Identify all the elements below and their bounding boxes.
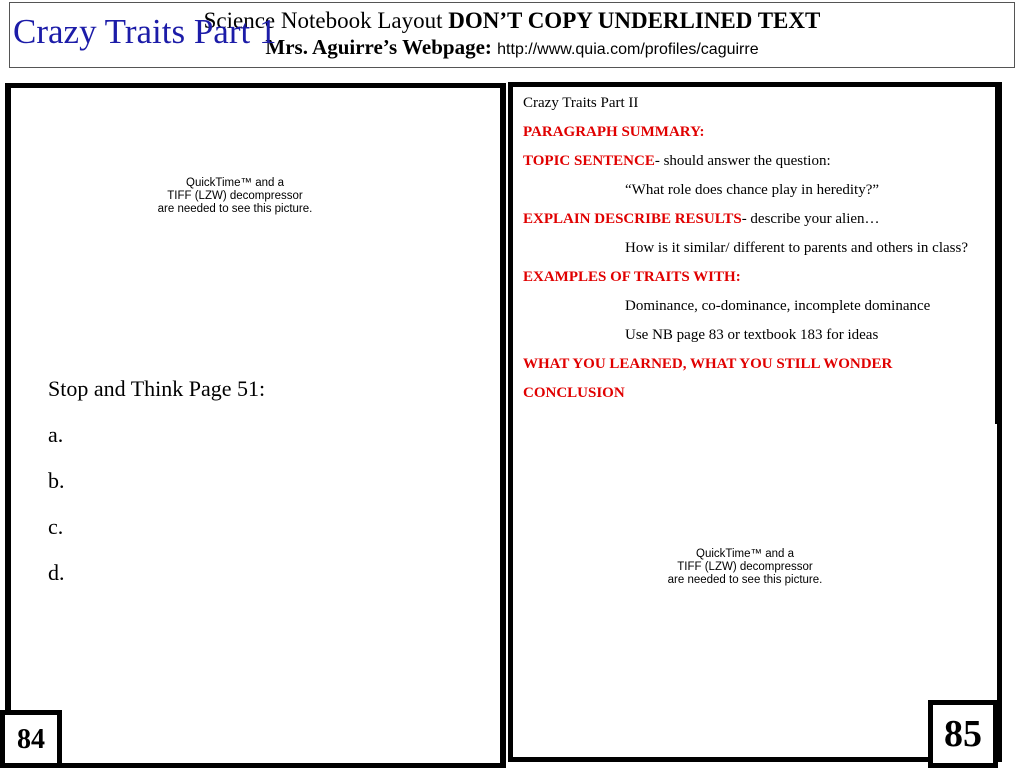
quicktime-line: TIFF (LZW) decompressor (167, 190, 303, 202)
examples-detail-2: Use NB page 83 or textbook 183 for ideas (625, 327, 879, 343)
stop-and-think (48, 366, 265, 596)
conclusion-heading: CONCLUSION (523, 385, 625, 401)
explain-text: - describe your alien… (741, 211, 880, 227)
right-page-content (523, 94, 983, 413)
quicktime-line: are needed to see this picture. (667, 574, 823, 586)
answer-b: b. (48, 468, 65, 493)
webpage-link[interactable]: http://www.quia.com/profiles/caguirre (497, 41, 759, 58)
header-title-prefix: Science Notebook Layout (203, 8, 449, 33)
answer-c: c. (48, 514, 64, 539)
topic-sentence (523, 152, 983, 171)
quicktime-line: TIFF (LZW) decompressor (677, 561, 813, 573)
topic-question: “What role does chance play in heredity?” (625, 182, 880, 198)
topic-sentence-text: - should answer the question: (654, 153, 831, 169)
quicktime-line: QuickTime™ and a (186, 177, 284, 189)
left-page-title: Crazy Traits Part 1 (13, 12, 277, 51)
page-number-right: 85 (928, 700, 998, 768)
answer-d: d. (48, 560, 65, 585)
right-page-title: Crazy Traits Part II (523, 95, 639, 111)
paragraph-summary-heading: PARAGRAPH SUMMARY: (523, 124, 705, 140)
examples-detail-1: Dominance, co-dominance, incomplete dominance (625, 298, 931, 314)
answer-a: a. (48, 422, 64, 447)
stop-think-heading: Stop and Think Page 51: (48, 376, 266, 401)
header-title-bold: DON’T COPY UNDERLINED TEXT (448, 8, 821, 33)
topic-sentence-label: TOPIC SENTENCE (523, 153, 655, 169)
webpage-label: Mrs. Aguirre’s Webpage: (265, 35, 492, 59)
right-page-edge (1000, 424, 1016, 698)
examples-heading: EXAMPLES OF TRAITS WITH: (523, 269, 741, 285)
quicktime-placeholder-left (120, 177, 350, 216)
explain-detail: How is it similar/ different to parents and others in class? (625, 240, 968, 256)
quicktime-line: are needed to see this picture. (157, 203, 313, 215)
page-number-left: 84 (0, 710, 62, 768)
learned-heading: WHAT YOU LEARNED, WHAT YOU STILL WONDER (523, 356, 893, 372)
quicktime-line: QuickTime™ and a (696, 548, 794, 560)
explain-results (523, 210, 983, 229)
quicktime-placeholder-right (630, 548, 860, 587)
explain-label: EXPLAIN DESCRIBE RESULTS (523, 211, 742, 227)
